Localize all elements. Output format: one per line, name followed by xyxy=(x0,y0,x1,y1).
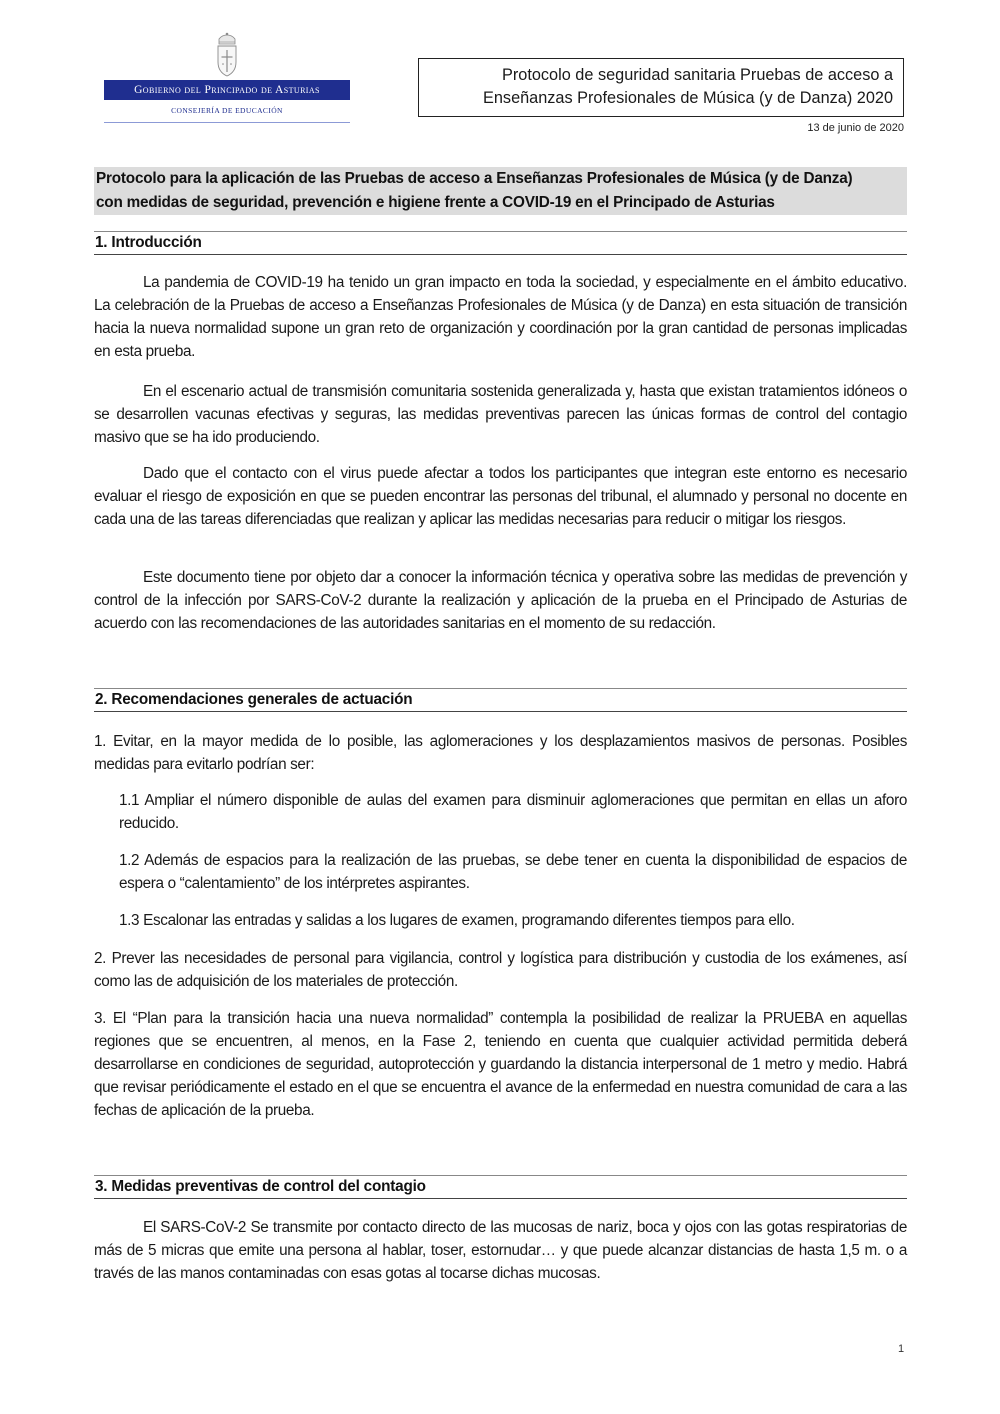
document-title xyxy=(94,167,907,215)
asturias-crest-icon xyxy=(214,32,240,78)
list-subitem: 1.2 Además de espacios para la realización de las pruebas, se debe tener en cuenta la disponibilidad de espacios de espera o “calentamiento” de los intérpretes aspirantes. xyxy=(119,852,907,892)
document-title-line-2: con medidas de seguridad, prevención e higiene frente a COVID-19 en el Principado de Asturias xyxy=(96,194,775,211)
paragraph: La pandemia de COVID-19 ha tenido un gran impacto en toda la sociedad, y especialmente en el ámbito educativo. La celebración de la Pruebas de acceso a Enseñanzas Profesionales de Música (y de Danza) en esta situación de transición hacia la nueva normalidad supone un gran reto de organización y coordinación por la gran cantidad de personas implicadas en esta prueba. xyxy=(94,274,907,360)
list-item: 2. Prever las necesidades de personal para vigilancia, control y logística para distribución y custodia de los exámenes, así como las de adquisición de los materiales de protección. xyxy=(94,950,907,990)
document-header-box xyxy=(418,58,904,117)
paragraph: En el escenario actual de transmisión comunitaria sostenida generalizada y, hasta que existan tratamientos idóneos o se desarrollen vacunas efectivas y seguras, las medidas preventivas parecen las únicas formas de control del contagio masivo que se ha ido produciendo. xyxy=(94,383,907,446)
list-subitem: 1.1 Ampliar el número disponible de aulas del examen para disminuir aglomeraciones que permitan en ellas un aforo reducido. xyxy=(119,792,907,832)
paragraph: Este documento tiene por objeto dar a conocer la información técnica y operativa sobre las medidas de prevención y control de la infección por SARS-CoV-2 durante la realización y aplicación de la prueba en el Principado de Asturias de acuerdo con las recomendaciones de las autoridades sanitarias en el momento de su redacción. xyxy=(94,569,907,632)
section-heading-introduccion: 1. Introducción xyxy=(94,231,907,255)
page-number: 1 xyxy=(898,1343,905,1355)
section-heading-recomendaciones: 2. Recomendaciones generales de actuación xyxy=(94,688,907,712)
document-title-line-1: Protocolo para la aplicación de las Pruebas de acceso a Enseñanzas Profesionales de Música (y de Danza) xyxy=(96,170,853,187)
header-title-line-1: Protocolo de seguridad sanitaria Pruebas de acceso a xyxy=(502,66,893,84)
list-item: 1. Evitar, en la mayor medida de lo posible, las aglomeraciones y los desplazamientos masivos de personas. Posibles medidas para evitarlo podrían ser: xyxy=(94,733,907,773)
government-name: Gobierno del Principado de Asturias xyxy=(104,80,350,100)
logo-divider xyxy=(104,122,350,123)
paragraph: Dado que el contacto con el virus puede afectar a todos los participantes que integran este entorno es necesario evaluar el riesgo de exposición en que se pueden encontrar las personas del tribunal, el alumnado y personal no docente en cada una de las tareas diferenciadas que realizan y aplicar las medidas necesarias para reducir o mitigar los riesgos. xyxy=(94,465,907,528)
list-subitem: 1.3 Escalonar las entradas y salidas a los lugares de examen, programando diferentes tiempos para ello. xyxy=(119,912,795,929)
list-item: 3. El “Plan para la transición hacia una nueva normalidad” contempla la posibilidad de realizar la PRUEBA en aquellas regiones que se encuentren, al menos, en la Fase 2, teniendo en cuenta que cualquier actividad permitida deberá desarrollarse en condiciones de seguridad, autoprotección y guardando la distancia interpersonal de 1 metro y medio. Habrá que revisar periódicamente el estado en el que se encuentra el avance de la enfermedad en nuestra comunidad de cara a las fechas de aplicación de la prueba. xyxy=(94,1010,907,1119)
paragraph: El SARS-CoV-2 Se transmite por contacto directo de las mucosas de nariz, boca y ojos con las gotas respiratorias de más de 5 micras que emite una persona al hablar, toser, estornudar… y que puede alcanzar distancias de hasta 1,5 m. o a través de las manos contaminadas con esas gotas al tocarse dichas mucosas. xyxy=(94,1219,907,1282)
department-name: CONSEJERÍA DE EDUCACIÓN xyxy=(171,106,283,115)
section-heading-medidas-preventivas: 3. Medidas preventivas de control del contagio xyxy=(94,1175,907,1199)
government-logo xyxy=(104,32,350,126)
header-title-line-2: Enseñanzas Profesionales de Música (y de Danza) 2020 xyxy=(483,89,893,107)
header-date: 13 de junio de 2020 xyxy=(807,122,904,134)
